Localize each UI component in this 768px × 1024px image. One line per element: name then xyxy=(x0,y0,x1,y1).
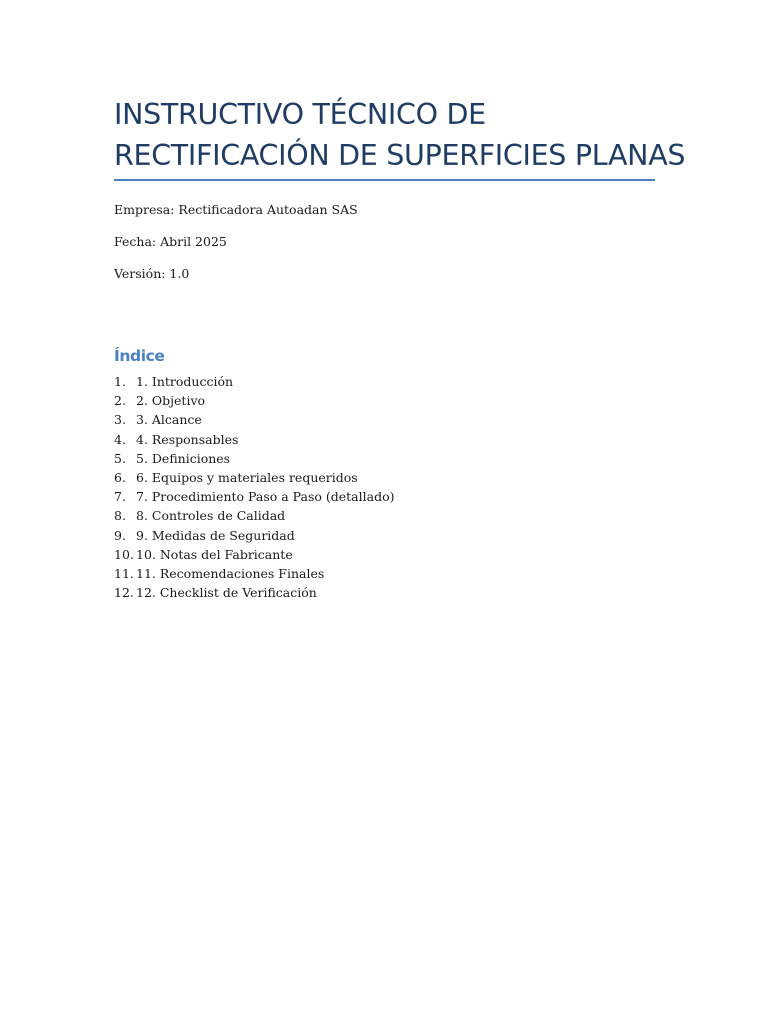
index-item xyxy=(114,545,395,564)
index-item-number: 12. xyxy=(114,585,134,601)
index-item xyxy=(114,410,395,429)
index-item-number: 11. xyxy=(114,565,134,581)
index-item-number: 8. xyxy=(114,508,126,524)
index-item xyxy=(114,468,395,487)
index-item xyxy=(114,391,395,410)
version-line: Versión: 1.0 xyxy=(114,266,190,281)
index-item-label: 3. Alcance xyxy=(136,412,202,428)
index-item-number: 9. xyxy=(114,527,126,543)
index-item-label: 1. Introducción xyxy=(136,374,234,389)
index-item xyxy=(114,430,395,449)
index-item-number: 7. xyxy=(114,489,126,505)
index-item xyxy=(114,449,395,468)
index-item-number: 5. xyxy=(114,450,126,466)
index-item-label: 7. Procedimiento Paso a Paso (detallado) xyxy=(136,489,395,505)
title-underline xyxy=(114,179,655,181)
index-item-number: 6. xyxy=(114,469,126,485)
index-item xyxy=(114,487,395,506)
index-item xyxy=(114,583,395,602)
index-item-number: 2. xyxy=(114,393,126,409)
index-item xyxy=(114,564,395,583)
index-item-label: 5. Definiciones xyxy=(136,450,231,466)
index-item-label: 11. Recomendaciones Finales xyxy=(136,565,325,581)
index-item-number: 3. xyxy=(114,412,126,428)
title-line-1: INSTRUCTIVO TÉCNICO DE xyxy=(114,98,486,131)
index-item xyxy=(114,372,395,391)
index-item-label: 2. Objetivo xyxy=(136,393,206,409)
index-item xyxy=(114,526,395,545)
index-list xyxy=(114,372,395,602)
document-title xyxy=(114,94,686,176)
index-item xyxy=(114,506,395,525)
index-item-number: 10. xyxy=(114,546,134,562)
index-item-number: 1. xyxy=(114,374,126,389)
index-item-label: 10. Notas del Fabricante xyxy=(136,546,293,562)
company-line: Empresa: Rectificadora Autoadan SAS xyxy=(114,202,358,217)
title-line-2: RECTIFICACIÓN DE SUPERFICIES PLANAS xyxy=(114,139,686,172)
index-item-number: 4. xyxy=(114,431,126,447)
index-item-label: 4. Responsables xyxy=(136,431,239,447)
index-item-label: 12. Checklist de Verificación xyxy=(136,585,317,601)
index-item-label: 9. Medidas de Seguridad xyxy=(136,527,295,543)
index-item-label: 8. Controles de Calidad xyxy=(136,508,286,524)
index-item-label: 6. Equipos y materiales requeridos xyxy=(136,469,358,485)
date-line: Fecha: Abril 2025 xyxy=(114,234,227,249)
index-heading: Índice xyxy=(114,347,165,365)
